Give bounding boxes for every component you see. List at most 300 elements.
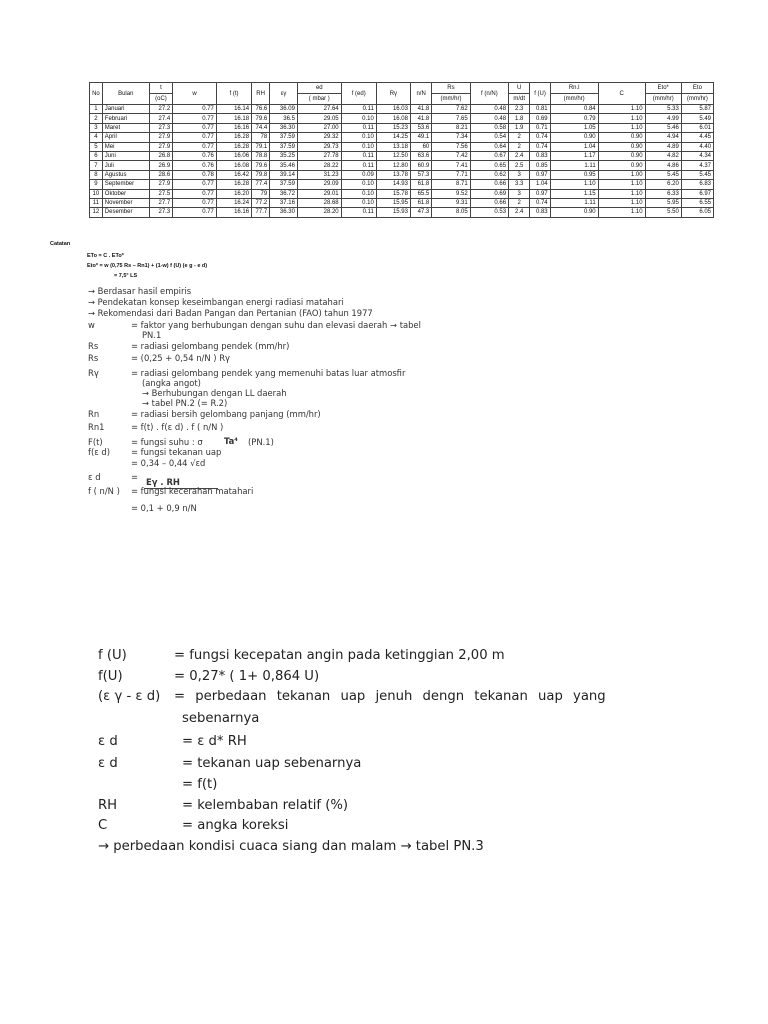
key-rs-2: Rs xyxy=(88,353,99,363)
value-cell: 27.3 xyxy=(149,208,172,217)
value-cell: 0.10 xyxy=(341,198,376,207)
table-row xyxy=(90,208,714,217)
value-cell: 0.11 xyxy=(341,105,376,114)
month-cell: Mei xyxy=(102,142,149,151)
value-cell: 1.8 xyxy=(509,114,530,123)
catatan-title: Catatan xyxy=(50,241,71,247)
bullet-fao: → Rekomendasi dari Badan Pangan dan Pertanian (FAO) tahun 1977 xyxy=(88,308,373,318)
month-cell: November xyxy=(102,198,149,207)
value-cell: 27.9 xyxy=(149,142,172,151)
row-number: 10 xyxy=(90,189,103,198)
value-cell: 1.10 xyxy=(598,198,645,207)
value-cell: 0.83 xyxy=(530,208,550,217)
value-cell: 0.85 xyxy=(530,161,550,170)
col-ft: f (t) xyxy=(216,83,251,105)
value-cell: 0.77 xyxy=(173,208,217,217)
key-fu-2: f(U) xyxy=(98,669,123,684)
value-cell: 4.45 xyxy=(681,133,713,142)
value-cell: 4.89 xyxy=(645,142,681,151)
value-cell: 1.10 xyxy=(598,123,645,132)
value-cell: 78 xyxy=(252,133,270,142)
col-fed: f (ed) xyxy=(341,83,376,105)
value-cell: 41.8 xyxy=(410,114,431,123)
row-number: 6 xyxy=(90,151,103,160)
col-ed-unit: ( mbar ) xyxy=(297,94,341,105)
key-fnN: f ( n/N ) xyxy=(88,486,120,496)
def-rh: = kelembaban relatif (%) xyxy=(182,798,349,813)
note-pn3: → perbedaan kondisi cuaca siang dan malam → tabel PN.3 xyxy=(98,839,484,854)
bullet-empiris: → Berdasar hasil empiris xyxy=(88,286,192,296)
key-fed: f(ε d) xyxy=(88,447,110,457)
value-cell: 0.10 xyxy=(341,114,376,123)
value-cell: 16.28 xyxy=(216,133,251,142)
def-ry-2: (angka angot) xyxy=(142,378,201,388)
def-ed-big-3: = f(t) xyxy=(182,777,218,792)
col-t: t xyxy=(149,83,172,94)
value-cell: 0.77 xyxy=(173,123,217,132)
col-eto-star: Eto* xyxy=(645,83,681,94)
value-cell: 4.40 xyxy=(681,142,713,151)
value-cell: 27.9 xyxy=(149,180,172,189)
value-cell: 6.55 xyxy=(681,198,713,207)
row-number: 1 xyxy=(90,105,103,114)
value-cell: 27.9 xyxy=(149,133,172,142)
header-row xyxy=(90,83,714,94)
value-cell: 79.6 xyxy=(252,114,270,123)
col-ed: ed xyxy=(297,83,341,94)
value-cell: 60.9 xyxy=(410,161,431,170)
def-ed-formula: Eγ . RH xyxy=(146,477,180,487)
month-cell: Juni xyxy=(102,151,149,160)
value-cell: 15.23 xyxy=(376,123,410,132)
value-cell: 79.1 xyxy=(252,142,270,151)
value-cell: 2.4 xyxy=(509,151,530,160)
value-cell: 0.90 xyxy=(550,133,598,142)
month-cell: Maret xyxy=(102,123,149,132)
row-number: 8 xyxy=(90,170,103,179)
row-number: 3 xyxy=(90,123,103,132)
value-cell: 0.74 xyxy=(530,198,550,207)
value-cell: 0.71 xyxy=(530,123,550,132)
value-cell: 0.09 xyxy=(341,170,376,179)
value-cell: 1.00 xyxy=(598,170,645,179)
table-row xyxy=(90,151,714,160)
table-row xyxy=(90,105,714,114)
def-fed-2: = 0,34 – 0,44 √εd xyxy=(131,458,206,468)
latitude-note: = 7,5° LS xyxy=(114,273,138,279)
value-cell: 9.52 xyxy=(432,189,470,198)
value-cell: 4.34 xyxy=(681,151,713,160)
value-cell: 7.41 xyxy=(432,161,470,170)
value-cell: 0.77 xyxy=(173,180,217,189)
value-cell: 35.25 xyxy=(270,151,298,160)
value-cell: 7.65 xyxy=(432,114,470,123)
table-row xyxy=(90,180,714,189)
value-cell: 16.16 xyxy=(216,123,251,132)
value-cell: 47.3 xyxy=(410,208,431,217)
value-cell: 4.99 xyxy=(645,114,681,123)
month-cell: Juli xyxy=(102,161,149,170)
value-cell: 16.20 xyxy=(216,189,251,198)
row-number: 11 xyxy=(90,198,103,207)
value-cell: 0.77 xyxy=(173,105,217,114)
key-rn1: Rn1 xyxy=(88,422,105,432)
value-cell: 0.66 xyxy=(470,198,508,207)
value-cell: 79.6 xyxy=(252,161,270,170)
def-ry-3: → Berhubungan dengan LL daerah xyxy=(142,388,287,398)
value-cell: 6.33 xyxy=(645,189,681,198)
def-ft-ta: Ta⁴ xyxy=(224,436,238,446)
value-cell: 3 xyxy=(509,170,530,179)
def-w-2: PN.1 xyxy=(142,330,162,340)
value-cell: 27.78 xyxy=(297,151,341,160)
value-cell: 5.33 xyxy=(645,105,681,114)
value-cell: 0.54 xyxy=(470,133,508,142)
col-eto-unit: (mm/hr) xyxy=(681,94,713,105)
def-ry-4: → tabel PN.2 (= R.2) xyxy=(142,398,228,408)
value-cell: 1.10 xyxy=(598,114,645,123)
value-cell: 6.97 xyxy=(681,189,713,198)
value-cell: 4.37 xyxy=(681,161,713,170)
value-cell: 1.10 xyxy=(550,180,598,189)
value-cell: 0.79 xyxy=(550,114,598,123)
value-cell: 16.28 xyxy=(216,180,251,189)
table-row xyxy=(90,198,714,207)
value-cell: 0.77 xyxy=(173,114,217,123)
row-number: 5 xyxy=(90,142,103,151)
value-cell: 8.71 xyxy=(432,180,470,189)
value-cell: 1.9 xyxy=(509,123,530,132)
col-no: No xyxy=(90,83,103,105)
key-eg-ed: (ε γ - ε d) xyxy=(98,689,161,704)
value-cell: 0.74 xyxy=(530,142,550,151)
col-bulan: Bulan xyxy=(102,83,149,105)
bullet-energi: → Pendekatan konsep keseimbangan energi radiasi matahari xyxy=(88,297,344,307)
value-cell: 27.5 xyxy=(149,189,172,198)
value-cell: 0.84 xyxy=(550,105,598,114)
value-cell: 0.77 xyxy=(173,198,217,207)
value-cell: 7.62 xyxy=(432,105,470,114)
table-row xyxy=(90,123,714,132)
value-cell: 16.06 xyxy=(216,151,251,160)
key-ed-big: ε d xyxy=(98,734,118,749)
value-cell: 36.5 xyxy=(270,114,298,123)
eto-star-formula: Eto* = w (0,75 Rs – Rn1) + (1-w) f (U) (e g - e d) xyxy=(87,263,208,269)
value-cell: 1.15 xyxy=(550,189,598,198)
value-cell: 0.77 xyxy=(173,189,217,198)
value-cell: 27.2 xyxy=(149,105,172,114)
value-cell: 36.30 xyxy=(270,208,298,217)
value-cell: 77.7 xyxy=(252,208,270,217)
value-cell: 27.3 xyxy=(149,123,172,132)
value-cell: 0.10 xyxy=(341,189,376,198)
value-cell: 1.10 xyxy=(598,208,645,217)
value-cell: 0.65 xyxy=(470,161,508,170)
def-ed-big-2: = tekanan uap sebenarnya xyxy=(182,756,362,771)
value-cell: 6.20 xyxy=(645,180,681,189)
value-cell: 0.90 xyxy=(598,133,645,142)
value-cell: 14.93 xyxy=(376,180,410,189)
value-cell: 61.8 xyxy=(410,180,431,189)
value-cell: 1.11 xyxy=(550,198,598,207)
value-cell: 1.10 xyxy=(598,189,645,198)
value-cell: 27.00 xyxy=(297,123,341,132)
value-cell: 1.10 xyxy=(598,180,645,189)
value-cell: 0.76 xyxy=(173,161,217,170)
value-cell: 0.53 xyxy=(470,208,508,217)
value-cell: 0.90 xyxy=(598,161,645,170)
def-ed-big: = ε d* RH xyxy=(182,734,247,749)
value-cell: 8.21 xyxy=(432,123,470,132)
value-cell: 0.48 xyxy=(470,105,508,114)
col-u-unit: m/dt xyxy=(509,94,530,105)
value-cell: 79.8 xyxy=(252,170,270,179)
value-cell: 0.10 xyxy=(341,133,376,142)
value-cell: 0.97 xyxy=(530,189,550,198)
key-fu: f (U) xyxy=(98,648,127,663)
value-cell: 0.69 xyxy=(470,189,508,198)
value-cell: 26.8 xyxy=(149,151,172,160)
value-cell: 6.05 xyxy=(681,208,713,217)
value-cell: 16.03 xyxy=(376,105,410,114)
key-rs: Rs xyxy=(88,341,99,351)
table-row xyxy=(90,170,714,179)
col-u: U xyxy=(509,83,530,94)
value-cell: 49.1 xyxy=(410,133,431,142)
value-cell: 61.8 xyxy=(410,198,431,207)
value-cell: 0.58 xyxy=(470,123,508,132)
value-cell: 2 xyxy=(509,198,530,207)
value-cell: 74.4 xyxy=(252,123,270,132)
col-nN: n/N xyxy=(410,83,431,105)
col-rs: Rs xyxy=(432,83,470,94)
value-cell: 16.08 xyxy=(376,114,410,123)
month-cell: April xyxy=(102,133,149,142)
value-cell: 9.31 xyxy=(432,198,470,207)
value-cell: 1.04 xyxy=(550,142,598,151)
value-cell: 7.34 xyxy=(432,133,470,142)
row-number: 7 xyxy=(90,161,103,170)
value-cell: 27.7 xyxy=(149,198,172,207)
value-cell: 0.10 xyxy=(341,180,376,189)
value-cell: 16.14 xyxy=(216,105,251,114)
value-cell: 0.11 xyxy=(341,151,376,160)
value-cell: 0.74 xyxy=(530,133,550,142)
row-number: 9 xyxy=(90,180,103,189)
table-row xyxy=(90,142,714,151)
def-ft: = fungsi suhu : σ xyxy=(131,437,203,447)
value-cell: 2.4 xyxy=(509,208,530,217)
value-cell: 5.50 xyxy=(645,208,681,217)
value-cell: 31.23 xyxy=(297,170,341,179)
value-cell: 41.8 xyxy=(410,105,431,114)
def-ft-ref: (PN.1) xyxy=(248,437,274,447)
key-c: C xyxy=(98,818,108,833)
month-cell: September xyxy=(102,180,149,189)
value-cell: 57.3 xyxy=(410,170,431,179)
value-cell: 53.6 xyxy=(410,123,431,132)
key-ry: Rγ xyxy=(88,368,99,378)
value-cell: 0.83 xyxy=(530,151,550,160)
key-ft: F(t) xyxy=(88,437,103,447)
value-cell: 28.6 xyxy=(149,170,172,179)
value-cell: 16.24 xyxy=(216,198,251,207)
col-rs-unit: (mm/hr) xyxy=(432,94,470,105)
value-cell: 36.09 xyxy=(270,105,298,114)
value-cell: 6.01 xyxy=(681,123,713,132)
key-ed: ε d xyxy=(88,472,101,482)
value-cell: 14.25 xyxy=(376,133,410,142)
value-cell: 77.4 xyxy=(252,180,270,189)
value-cell: 37.59 xyxy=(270,133,298,142)
value-cell: 5.45 xyxy=(645,170,681,179)
def-eg-ed: = perbedaan tekanan uap jenuh dengn tekanan uap yang xyxy=(174,689,606,704)
value-cell: 7.42 xyxy=(432,151,470,160)
value-cell: 12.80 xyxy=(376,161,410,170)
value-cell: 1.10 xyxy=(598,105,645,114)
value-cell: 0.11 xyxy=(341,161,376,170)
value-cell: 29.05 xyxy=(297,114,341,123)
col-rh: RH xyxy=(252,83,270,105)
row-number: 12 xyxy=(90,208,103,217)
value-cell: 13.18 xyxy=(376,142,410,151)
col-w: w xyxy=(173,83,217,105)
value-cell: 77.2 xyxy=(252,198,270,207)
value-cell: 5.46 xyxy=(645,123,681,132)
value-cell: 5.45 xyxy=(681,170,713,179)
value-cell: 36.72 xyxy=(270,189,298,198)
value-cell: 4.82 xyxy=(645,151,681,160)
value-cell: 0.77 xyxy=(173,142,217,151)
def-fu-2: = 0,27* ( 1+ 0,864 U) xyxy=(174,669,320,684)
value-cell: 28.20 xyxy=(297,208,341,217)
def-fnN-2: = 0,1 + 0,9 n/N xyxy=(131,503,197,513)
value-cell: 7.56 xyxy=(432,142,470,151)
month-cell: Oktober xyxy=(102,189,149,198)
value-cell: 0.66 xyxy=(470,180,508,189)
value-cell: 15.78 xyxy=(376,189,410,198)
month-cell: Januari xyxy=(102,105,149,114)
def-w: = faktor yang berhubungan dengan suhu dan elevasi daerah → tabel xyxy=(131,320,421,330)
value-cell: 8.05 xyxy=(432,208,470,217)
def-c: = angka koreksi xyxy=(182,818,289,833)
value-cell: 7.71 xyxy=(432,170,470,179)
value-cell: 63.6 xyxy=(410,151,431,160)
value-cell: 1.11 xyxy=(550,161,598,170)
col-rnl-unit: (mm/hr) xyxy=(550,94,598,105)
month-cell: Desember xyxy=(102,208,149,217)
value-cell: 27.64 xyxy=(297,105,341,114)
value-cell: 29.32 xyxy=(297,133,341,142)
value-cell: 27.4 xyxy=(149,114,172,123)
table-body xyxy=(90,105,714,218)
def-rs-2: = (0,25 + 0,54 n/N ) Rγ xyxy=(131,353,231,363)
value-cell: 0.11 xyxy=(341,208,376,217)
value-cell: 2 xyxy=(509,142,530,151)
def-rs: = radiasi gelombang pendek (mm/hr) xyxy=(131,341,290,351)
table-row xyxy=(90,161,714,170)
table-row xyxy=(90,189,714,198)
value-cell: 0.95 xyxy=(550,170,598,179)
value-cell: 16.16 xyxy=(216,208,251,217)
value-cell: 0.77 xyxy=(173,133,217,142)
def-rn: = radiasi bersih gelombang panjang (mm/hr) xyxy=(131,409,321,419)
value-cell: 0.81 xyxy=(530,105,550,114)
value-cell: 35.46 xyxy=(270,161,298,170)
value-cell: 15.95 xyxy=(376,198,410,207)
value-cell: 4.86 xyxy=(645,161,681,170)
value-cell: 0.48 xyxy=(470,114,508,123)
value-cell: 16.28 xyxy=(216,142,251,151)
value-cell: 0.90 xyxy=(550,208,598,217)
value-cell: 29.09 xyxy=(297,180,341,189)
value-cell: 2.3 xyxy=(509,105,530,114)
table-row xyxy=(90,114,714,123)
value-cell: 28.68 xyxy=(297,198,341,207)
value-cell: 12.50 xyxy=(376,151,410,160)
value-cell: 37.59 xyxy=(270,180,298,189)
value-cell: 0.62 xyxy=(470,170,508,179)
eto-table xyxy=(89,82,714,218)
value-cell: 16.42 xyxy=(216,170,251,179)
def-fed: = fungsi tekanan uap xyxy=(131,447,222,457)
value-cell: 5.49 xyxy=(681,114,713,123)
eto-formula: ETo = C . ETo* xyxy=(87,253,124,259)
month-cell: Februari xyxy=(102,114,149,123)
value-cell: 37.16 xyxy=(270,198,298,207)
value-cell: 3.3 xyxy=(509,180,530,189)
value-cell: 1.05 xyxy=(550,123,598,132)
value-cell: 0.67 xyxy=(470,151,508,160)
value-cell: 0.69 xyxy=(530,114,550,123)
value-cell: 13.78 xyxy=(376,170,410,179)
value-cell: 0.78 xyxy=(173,170,217,179)
def-ed: = xyxy=(131,472,139,482)
value-cell: 5.95 xyxy=(645,198,681,207)
value-cell: 0.97 xyxy=(530,170,550,179)
col-ry: Rγ xyxy=(376,83,410,105)
def-fnN: = fungsi kecerahan matahari xyxy=(131,486,254,496)
value-cell: 0.76 xyxy=(173,151,217,160)
value-cell: 28.22 xyxy=(297,161,341,170)
col-t-unit: (oC) xyxy=(149,94,172,105)
value-cell: 0.64 xyxy=(470,142,508,151)
col-fu: f (U) xyxy=(530,83,550,105)
value-cell: 29.73 xyxy=(297,142,341,151)
def-rn1: = f(t) . f(ε d) . f ( n/N ) xyxy=(131,422,224,432)
value-cell: 79 xyxy=(252,189,270,198)
key-rh: RH xyxy=(98,798,118,813)
def-eg-ed-2: sebenarnya xyxy=(182,711,260,726)
value-cell: 16.18 xyxy=(216,114,251,123)
value-cell: 29.01 xyxy=(297,189,341,198)
value-cell: 16.08 xyxy=(216,161,251,170)
value-cell: 37.59 xyxy=(270,142,298,151)
value-cell: 76.6 xyxy=(252,105,270,114)
value-cell: 2 xyxy=(509,133,530,142)
value-cell: 78.8 xyxy=(252,151,270,160)
col-rnl: Rn.l xyxy=(550,83,598,94)
key-rn: Rn xyxy=(88,409,100,419)
value-cell: 60 xyxy=(410,142,431,151)
table-row xyxy=(90,133,714,142)
value-cell: 39.14 xyxy=(270,170,298,179)
value-cell: 4.94 xyxy=(645,133,681,142)
def-ry: = radiasi gelombang pendek yang memenuhi batas luar atmosfir xyxy=(131,368,406,378)
value-cell: 26.9 xyxy=(149,161,172,170)
value-cell: 0.90 xyxy=(598,151,645,160)
col-ey: εγ xyxy=(270,83,298,105)
